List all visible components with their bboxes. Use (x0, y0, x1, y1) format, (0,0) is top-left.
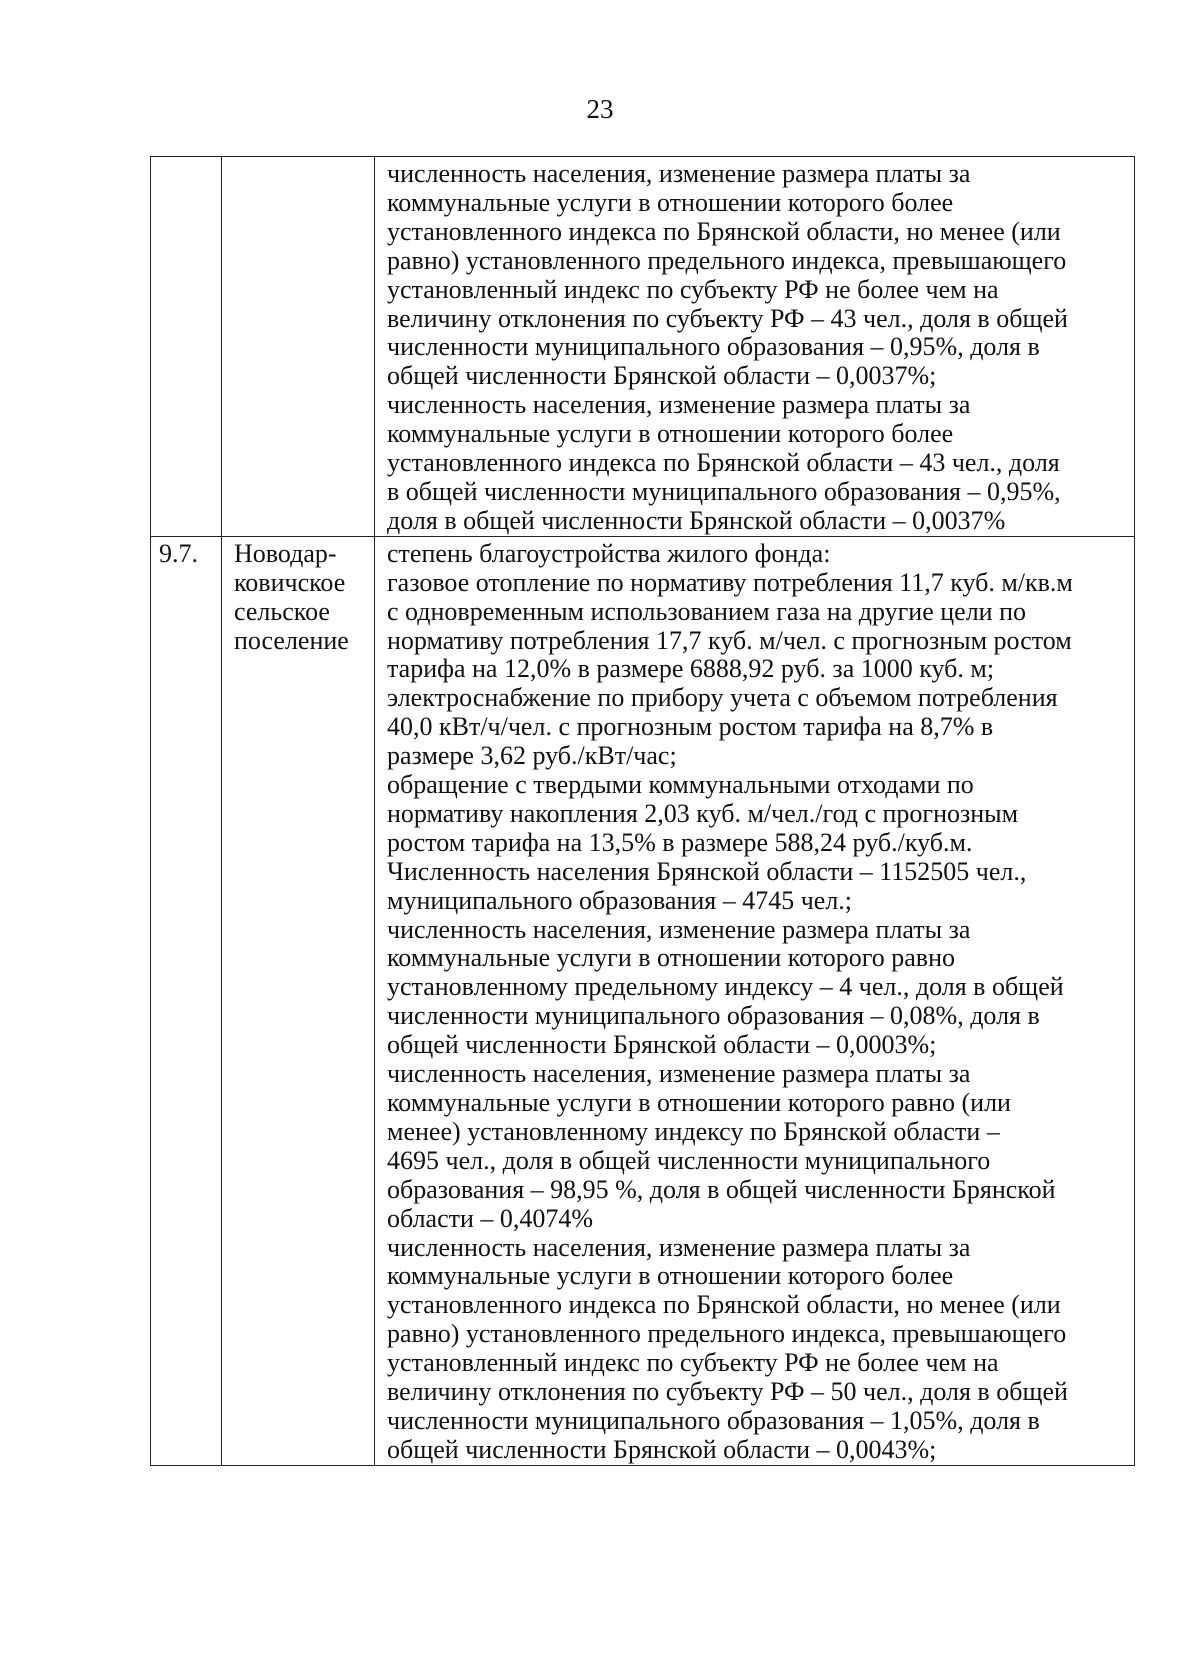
description-line: численность населения, изменение размера платы за (387, 1232, 971, 1262)
description-line: коммунальные услуги в отношении которого более (387, 1261, 954, 1291)
description-line: численности муниципального образования – 0,95%, доля в (387, 332, 1040, 362)
description-line: общей численности Брянской области – 0,0043%; (387, 1434, 937, 1464)
table-row (151, 536, 1135, 1465)
description-line: численность населения, изменение размера платы за (387, 914, 971, 944)
description-line: установленному предельному индексу – 4 чел., доля в общей (387, 972, 1064, 1002)
description-line: величину отклонения по субъекту РФ – 50 чел., доля в общей (387, 1377, 1068, 1407)
row-number-cell (151, 536, 222, 1465)
description-line: установленного индекса по Брянской области, но менее (или (387, 216, 1061, 246)
description-cell (375, 536, 1135, 1465)
description-line: установленный индекс по субъекту РФ не более чем на (387, 1348, 999, 1378)
description-line: тарифа на 12,0% в размере 6888,92 руб. за 1000 куб. м; (387, 654, 995, 684)
municipality-name-line: ковичское (234, 567, 346, 597)
description-cell (375, 157, 1135, 537)
description-line: общей численности Брянской области – 0,0003%; (387, 1030, 937, 1060)
description-line: равно) установленного предельного индекса, превышающего (387, 245, 1067, 275)
description-line: доля в общей численности Брянской области – 0,0037% (387, 505, 1006, 535)
description-line: Численность населения Брянской области – 1152505 чел., (387, 856, 1027, 886)
description-line: ростом тарифа на 13,5% в размере 588,24 руб./куб.м. (387, 827, 973, 857)
description-line: степень благоустройства жилого фонда: (387, 538, 831, 568)
data-table (150, 156, 1135, 1466)
description-line: величину отклонения по субъекту РФ – 43 чел., доля в общей (387, 303, 1068, 333)
description-line: численность населения, изменение размера платы за (387, 1059, 971, 1089)
description-line: обращение с твердыми коммунальными отходами по (387, 770, 974, 800)
description-line: с одновременным использованием газа на другие цели по (387, 596, 1026, 626)
description-line: численности муниципального образования – 0,08%, доля в (387, 1001, 1040, 1031)
row-number-cell (151, 157, 222, 537)
description-line: коммунальные услуги в отношении которого равно (или (387, 1088, 1011, 1117)
description-line: в общей численности муниципального образования – 0,95%, (387, 476, 1061, 506)
description-line: установленного индекса по Брянской области – 43 чел., доля (387, 448, 1060, 478)
description-line: установленный индекс по субъекту РФ не более чем на (387, 274, 999, 304)
description-line: установленного индекса по Брянской области, но менее (или (387, 1290, 1061, 1320)
description-line: образования – 98,95 %, доля в общей численности Брянской (387, 1174, 1056, 1204)
row-number: 9.7. (159, 538, 198, 568)
description-line: общей численности Брянской области – 0,0037%; (387, 361, 937, 391)
description-line: нормативу потребления 17,7 куб. м/чел. с прогнозным ростом (387, 625, 1072, 655)
description-line: нормативу накопления 2,03 куб. м/чел./год с прогнозным (387, 798, 1019, 828)
description-line: коммунальные услуги в отношении которого более (387, 419, 954, 449)
municipality-name-line: Новодар- (234, 538, 337, 568)
municipality-name-line: поселение (234, 625, 349, 655)
description-line: газовое отопление по нормативу потребления 11,7 куб. м/кв.м (387, 567, 1073, 597)
municipality-name-cell (222, 536, 375, 1465)
table-row (151, 157, 1135, 537)
description-line: численность населения, изменение размера платы за (387, 159, 971, 188)
municipality-name-line: сельское (234, 596, 330, 626)
description-line: 40,0 кВт/ч/чел. с прогнозным ростом тарифа на 8,7% в (387, 712, 994, 742)
page-number: 23 (586, 94, 614, 124)
description-line: коммунальные услуги в отношении которого равно (387, 943, 956, 973)
description-line: менее) установленному индексу по Брянской области – (387, 1116, 1000, 1146)
municipality-name-cell (222, 157, 375, 537)
description-line: 4695 чел., доля в общей численности муниципального (387, 1145, 991, 1175)
description-line: коммунальные услуги в отношении которого более (387, 187, 954, 217)
description-line: численности муниципального образования – 1,05%, доля в (387, 1405, 1040, 1435)
description-line: муниципального образования – 4745 чел.; (387, 885, 853, 915)
description-line: равно) установленного предельного индекса, превышающего (387, 1319, 1067, 1349)
description-line: области – 0,4074% (387, 1203, 594, 1233)
description-line: размере 3,62 руб./кВт/час; (387, 741, 677, 771)
description-line: электроснабжение по прибору учета с объемом потребления (387, 683, 1058, 713)
description-line: численность населения, изменение размера платы за (387, 390, 971, 420)
